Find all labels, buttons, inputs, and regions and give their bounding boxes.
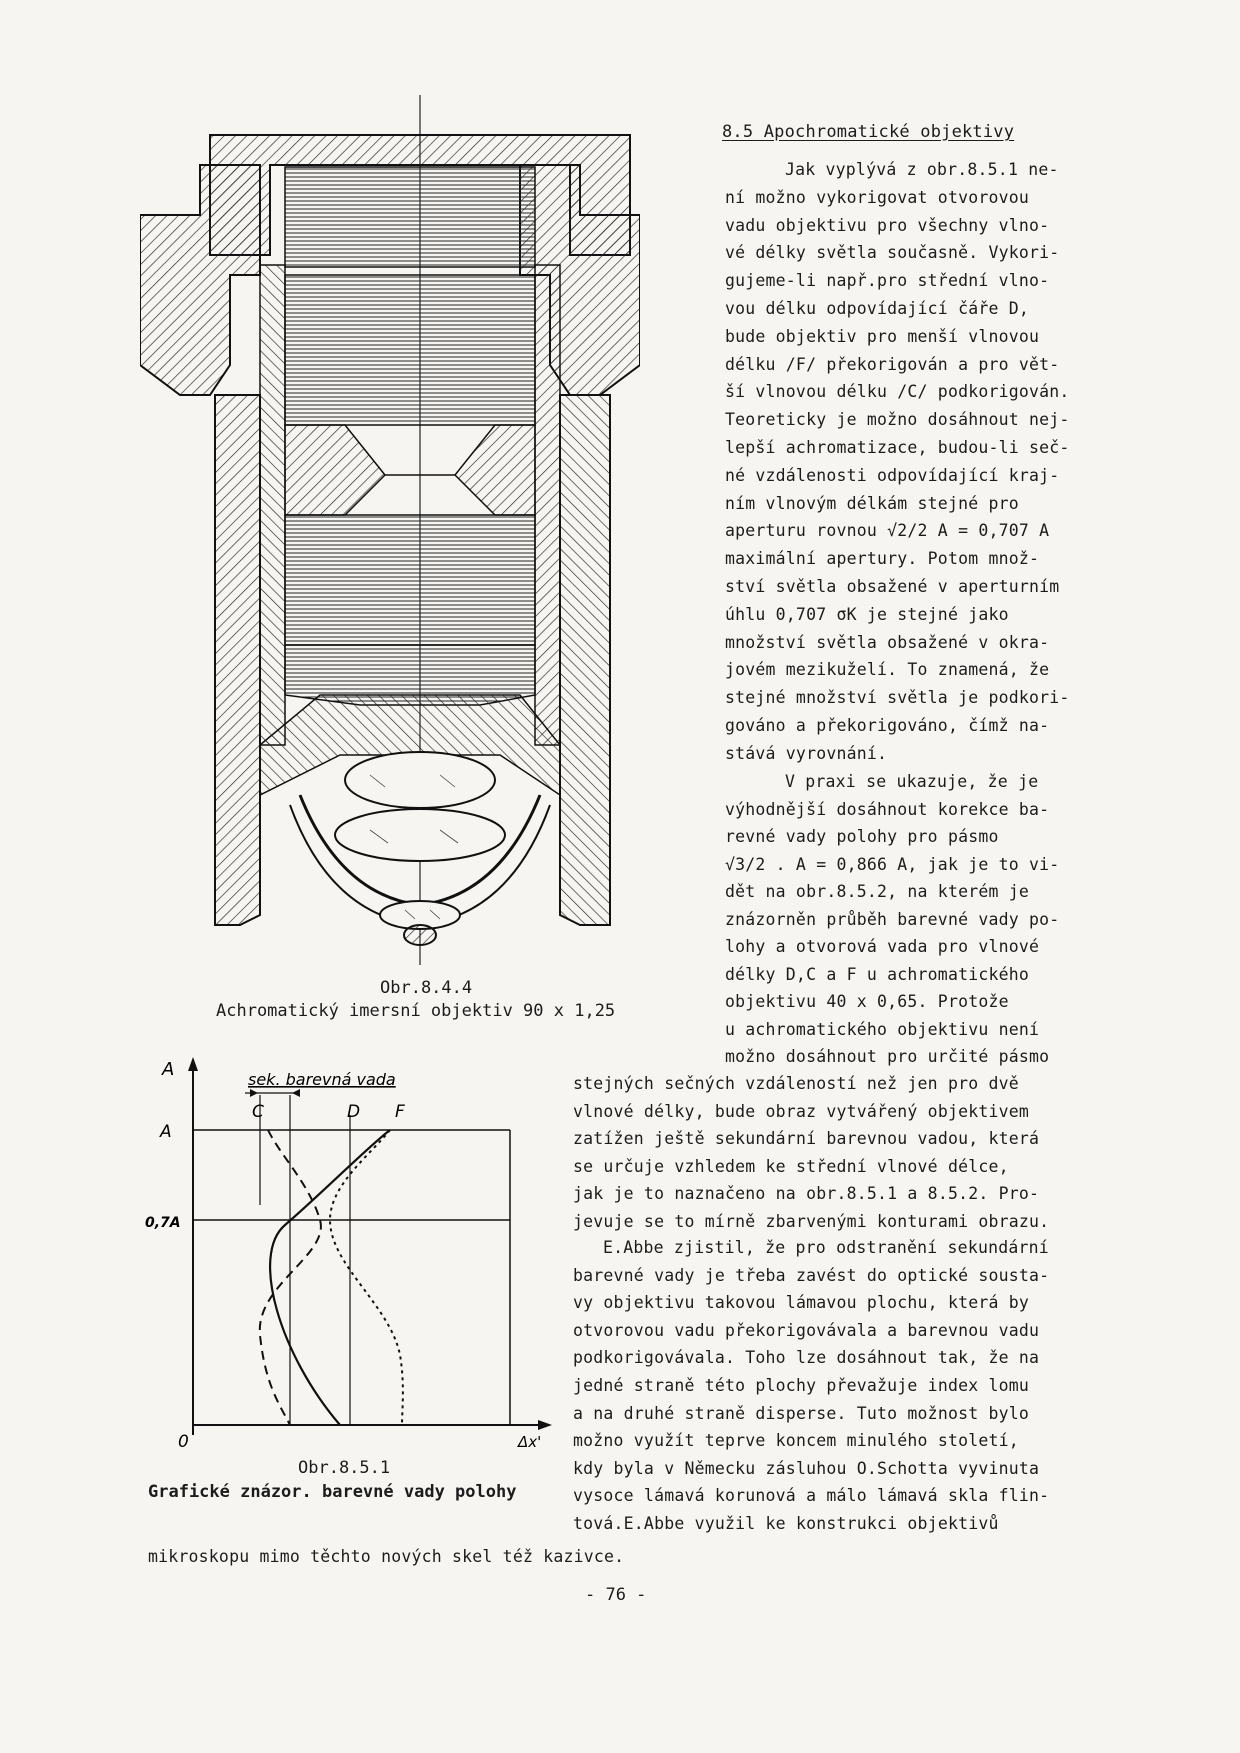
text-line: √3/2 . A = 0,866 A, jak je to vi- — [725, 854, 1060, 874]
text-line: tová.E.Abbe využil ke konstrukci objektivů — [573, 1514, 999, 1533]
annotation-label: sek. barevná vada — [248, 1070, 396, 1089]
page-number: - 76 - — [585, 1585, 647, 1605]
text-line: stejné množství světla je podkori- — [725, 688, 1070, 708]
text-line: možno využít teprve koncem minulého století, — [573, 1431, 1019, 1451]
text-line: gováno a překorigováno, čímž na- — [725, 716, 1050, 735]
text-line: bude objektiv pro menší vlnovou — [725, 326, 1040, 346]
text-line: ství světla obsažené v aperturním — [725, 577, 1060, 596]
text-line: znázorněn průběh barevné vady po- — [725, 909, 1060, 929]
text-line: vadu objektivu pro všechny vlno- — [725, 215, 1050, 235]
text-line: zatížen ještě sekundární barevnou vadou, která — [573, 1129, 1040, 1148]
text-line: jedné straně této plochy převažuje index lomu — [573, 1376, 1030, 1395]
text-line: lohy a otvorová vada pro vlnové — [725, 937, 1040, 956]
objective-cross-section-drawing — [140, 95, 640, 965]
text-line: dět na obr.8.5.2, na kterém je — [725, 882, 1030, 901]
text-line: Teoreticky je možno dosáhnout nej- — [725, 410, 1070, 430]
text-line: a na druhé straně disperse. Tuto možnost bylo — [573, 1403, 1030, 1423]
chromatic-aberration-graph — [140, 1055, 560, 1450]
text-line: výhodnější dosáhnout korekce ba- — [725, 799, 1050, 819]
origin-label: 0 — [178, 1432, 189, 1450]
figure2-number: Obr.8.5.1 — [298, 1458, 391, 1478]
text-line: množství světla obsažené v okra- — [725, 632, 1050, 652]
text-line: vy objektivu takovou lámavou plochu, která by — [573, 1293, 1030, 1313]
text-line: objektivu 40 x 0,65. Protože — [725, 992, 1009, 1011]
figure2-caption: Grafické znázor. barevné vady polohy — [148, 1482, 517, 1502]
text-line: vé délky světla současně. Vykori- — [725, 243, 1060, 263]
text-line: aperturu rovnou √2/2 A = 0,707 A — [725, 521, 1050, 541]
y-tick-a: A — [160, 1122, 172, 1142]
text-line: ním vlnovým délkám stejné pro — [725, 493, 1019, 513]
section-heading: 8.5 Apochromatické objektivy — [722, 122, 1015, 142]
curve-f-label: F — [395, 1102, 405, 1122]
curve-d — [270, 1130, 390, 1425]
text-line: vlnové délky, bude obraz vytvářený objektivem — [573, 1101, 1030, 1121]
text-line: jak je to naznačeno na obr.8.5.1 a 8.5.2. Pro- — [573, 1184, 1040, 1203]
figure1-caption: Achromatický imersní objektiv 90 x 1,25 — [216, 1001, 616, 1021]
text-line: Jak vyplývá z obr.8.5.1 ne- — [785, 160, 1059, 179]
text-line: ší vlnovou délku /C/ podkorigován. — [725, 382, 1070, 402]
text-line: možno dosáhnout pro určité pásmo — [725, 1047, 1050, 1066]
text-line: vou délku odpovídající čáře D, — [725, 299, 1030, 318]
text-line: délky D,C a F u achromatického — [725, 964, 1030, 984]
text-line: barevné vady je třeba zavést do optické sousta- — [573, 1265, 1050, 1285]
text-line: jovém mezikuželí. To znamená, že — [725, 660, 1050, 680]
text-line: né vzdálenosti odpovídající kraj- — [725, 465, 1060, 485]
text-line: jevuje se to mírně zbarvenými konturami obrazu. — [573, 1211, 1050, 1231]
y-tick-07a: 0,7A — [145, 1215, 181, 1231]
text-line: V praxi se ukazuje, že je — [785, 772, 1039, 791]
text-line: otvorovou vadu překorigovávala a barevnou vadu — [573, 1320, 1040, 1340]
text-line: u achromatického objektivu není — [725, 1019, 1040, 1039]
y-axis-label: A — [162, 1059, 175, 1080]
text-line: kdy byla v Německu zásluhou O.Schotta vyvinuta — [573, 1458, 1040, 1478]
text-line: podkorigovávala. Toho lze dosáhnout tak, že na — [573, 1348, 1040, 1368]
text-line: úhlu 0,707 σK je stejné jako — [725, 604, 1009, 624]
text-line: E.Abbe zjistil, že pro odstranění sekundární — [603, 1238, 1049, 1257]
text-line: maximální apertury. Potom množ- — [725, 549, 1040, 569]
text-line: ní možno vykorigovat otvorovou — [725, 187, 1030, 207]
text-line: stejných sečných vzdáleností než jen pro dvě — [573, 1074, 1019, 1093]
last-line: mikroskopu mimo těchto nových skel též kazivce. — [148, 1547, 625, 1566]
text-line: se určuje vzhledem ke střední vlnové délce, — [573, 1156, 1009, 1176]
text-line: stává vyrovnání. — [725, 743, 888, 763]
text-line: revné vady polohy pro pásmo — [725, 827, 999, 846]
text-line: vysoce lámavá korunová a málo lámavá skla flin- — [573, 1486, 1050, 1506]
text-line: lepší achromatizace, budou-li seč- — [725, 438, 1070, 457]
figure1-number: Obr.8.4.4 — [380, 978, 473, 998]
text-line: gujeme-li např.pro střední vlno- — [725, 271, 1050, 291]
text-line: délku /F/ překorigován a pro vět- — [725, 354, 1060, 374]
curve-d-label: D — [347, 1102, 361, 1122]
curve-c-label: C — [252, 1102, 264, 1122]
x-axis-label: Δx' — [518, 1433, 542, 1450]
